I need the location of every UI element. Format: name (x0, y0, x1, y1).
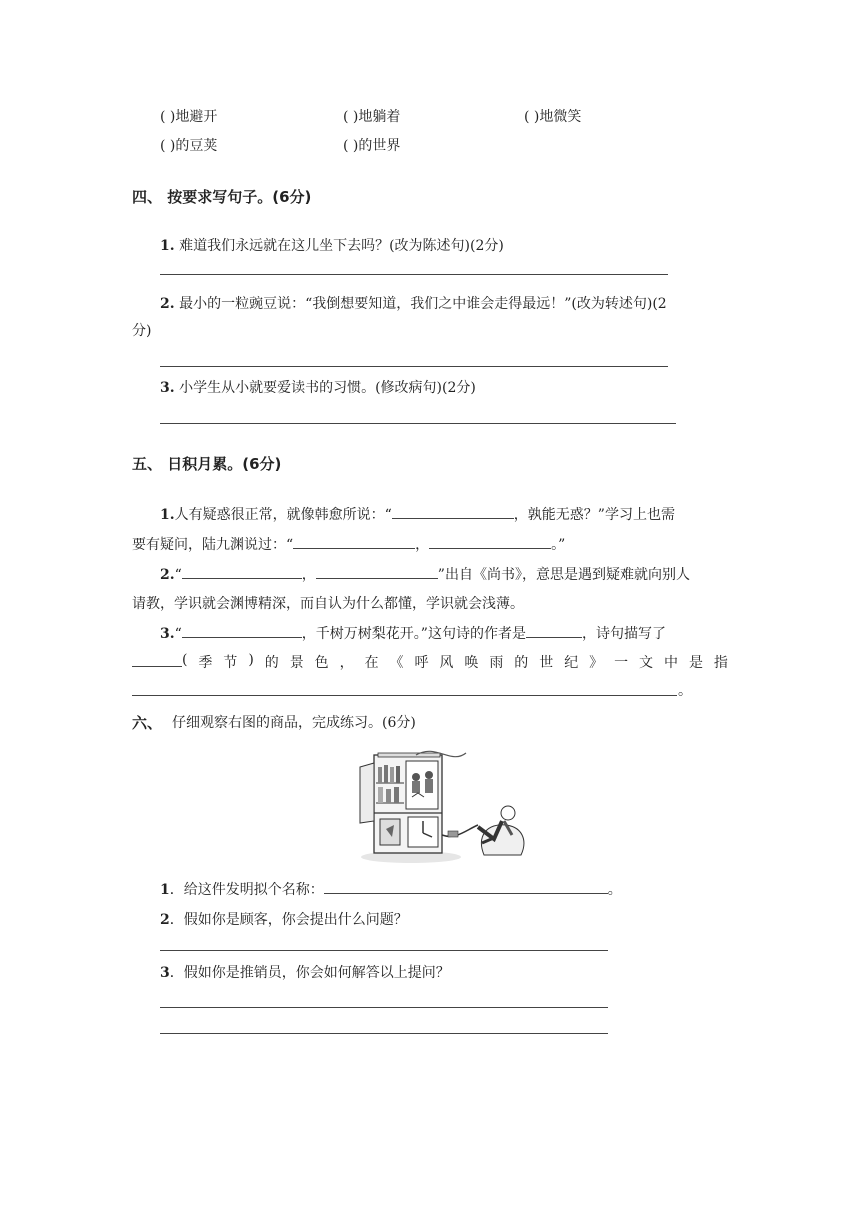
answer-line (160, 1033, 608, 1034)
s5-q1-text: ，孰能无惑？”学习上也需 (513, 507, 675, 523)
s4-q1-num: 1. (160, 238, 175, 254)
section-6-num: 六、 (132, 714, 163, 732)
blank-1-2: ( )地躺着 (343, 109, 401, 125)
s5-q1-text: 要有疑问，陆九渊说过：“ (132, 537, 294, 553)
answer-line (160, 274, 668, 275)
s4-q2-cont: 分) (132, 323, 152, 339)
s4-q1 (160, 235, 504, 255)
s5-q3-char: 雨 (489, 655, 504, 671)
fill-blank-line (182, 623, 302, 638)
s5-q3-char: 在 (364, 655, 379, 671)
s5-q3-char: 是 (688, 655, 703, 671)
s5-q3-char: 中 (664, 655, 678, 671)
s5-q2-text: ”出自《尚书》，意思是遇到疑难就向别人 (437, 567, 690, 583)
s5-q1-text: 。” (551, 537, 566, 553)
s5-q3-char: 节 (223, 655, 238, 671)
answer-line (160, 1007, 608, 1008)
s4-q2-num: 2. (160, 296, 175, 312)
answer-line (160, 366, 668, 367)
s5-q3-text: “ (174, 626, 182, 642)
answer-line (132, 695, 677, 696)
s5-q3-line2 (132, 652, 728, 672)
section-4-title: 四、 按要求写句子。(6分) (132, 188, 312, 206)
fill-blank-line (429, 534, 551, 549)
s6-q1-text: ．给这件发明拟个名称： (169, 882, 324, 898)
s4-q2-text: 最小的一粒豌豆说：“我倒想要知道，我们之中谁会走得最远！”(改为转述句)(2 (179, 296, 667, 312)
answer-line (160, 423, 676, 424)
s5-q2-text: “ (174, 567, 182, 583)
s5-q3-end: 。 (678, 683, 692, 699)
s5-q1-num: 1. (160, 507, 175, 523)
s6-q2-num: 2 (160, 912, 170, 928)
s5-q3-line1 (160, 623, 666, 643)
fill-blank-line (182, 564, 302, 579)
s5-q3-char: 《 (389, 655, 404, 671)
s5-q3-char: ( (182, 652, 188, 668)
s4-q3-num: 3. (160, 380, 175, 396)
s4-q1-text: 难道我们永远就在这儿坐下去吗？(改为陈述句)(2分) (179, 238, 504, 254)
s5-q3-char: 唤 (464, 655, 479, 671)
fill-blank-line (316, 564, 438, 579)
s5-q3-char: 纪 (564, 655, 579, 671)
s6-q1-num: 1 (160, 882, 170, 898)
invention-illustration (356, 745, 536, 870)
s5-q1-text: 人有疑惑很正常，就像韩愈所说：“ (174, 507, 392, 523)
s5-q3-char: 呼 (414, 655, 429, 671)
blank-1-3: ( )地微笑 (524, 109, 582, 125)
s6-q3-num: 3 (160, 965, 170, 981)
fill-blank-line (324, 879, 608, 894)
fill-blank-line (526, 623, 582, 638)
s4-q3 (160, 377, 476, 397)
fill-blank-line (392, 504, 514, 519)
s5-q1-line2 (132, 534, 565, 554)
s5-q3-text: ，千树万树梨花开。”这句诗的作者是 (301, 626, 526, 642)
s6-q3-text: ．假如你是推销员，你会如何解答以上提问？ (169, 965, 450, 981)
s5-q3-char: 风 (439, 655, 454, 671)
s5-q3-char: 的 (264, 655, 279, 671)
s5-q3-char: ) (248, 652, 254, 668)
s5-q3-char: 景 (289, 655, 304, 671)
s4-q3-text: 小学生从小就要爱读书的习惯。(修改病句)(2分) (179, 380, 476, 396)
s5-q3-text: ，诗句描写了 (581, 626, 666, 642)
s6-q2-text: ．假如你是顾客，你会提出什么问题？ (169, 912, 408, 928)
s5-q1-text: ， (415, 537, 430, 553)
s5-q2-text: ， (301, 567, 316, 583)
blank-1-1: ( )地避开 (160, 109, 218, 125)
s5-q2-num: 2. (160, 567, 175, 583)
s5-q1-line1 (160, 504, 675, 524)
answer-line (160, 950, 608, 951)
s5-q2-line2: 请教，学识就会渊博精深，而自认为什么都懂，学识就会浅薄。 (132, 596, 524, 612)
fill-blank-line (132, 652, 182, 667)
s5-q3-char: 季 (198, 655, 213, 671)
s5-q3-char: ， (339, 655, 354, 671)
s4-q2 (160, 293, 667, 313)
s6-q2 (160, 909, 408, 929)
s5-q3-num: 3. (160, 626, 175, 642)
s6-q3 (160, 962, 450, 982)
blank-2-2: ( )的世界 (343, 138, 401, 154)
s5-q3-char: 色 (314, 655, 329, 671)
s5-q2-line1 (160, 564, 690, 584)
s6-q1 (160, 879, 622, 899)
s5-q3-char: 》 (589, 655, 604, 671)
s5-q3-char: 世 (539, 655, 554, 671)
fill-blank-line (293, 534, 415, 549)
section-5-title: 五、 日积月累。(6分) (132, 455, 282, 473)
s5-q3-char: 的 (514, 655, 529, 671)
s5-q3-char: 指 (713, 655, 728, 671)
s5-q3-char: 一 (614, 655, 629, 671)
blank-2-1: ( )的豆荚 (160, 138, 218, 154)
s5-q3-char: 文 (639, 655, 654, 671)
s6-q1-end: 。 (607, 882, 622, 898)
section-6-title: 仔细观察右图的商品，完成练习。(6分) (172, 715, 416, 731)
